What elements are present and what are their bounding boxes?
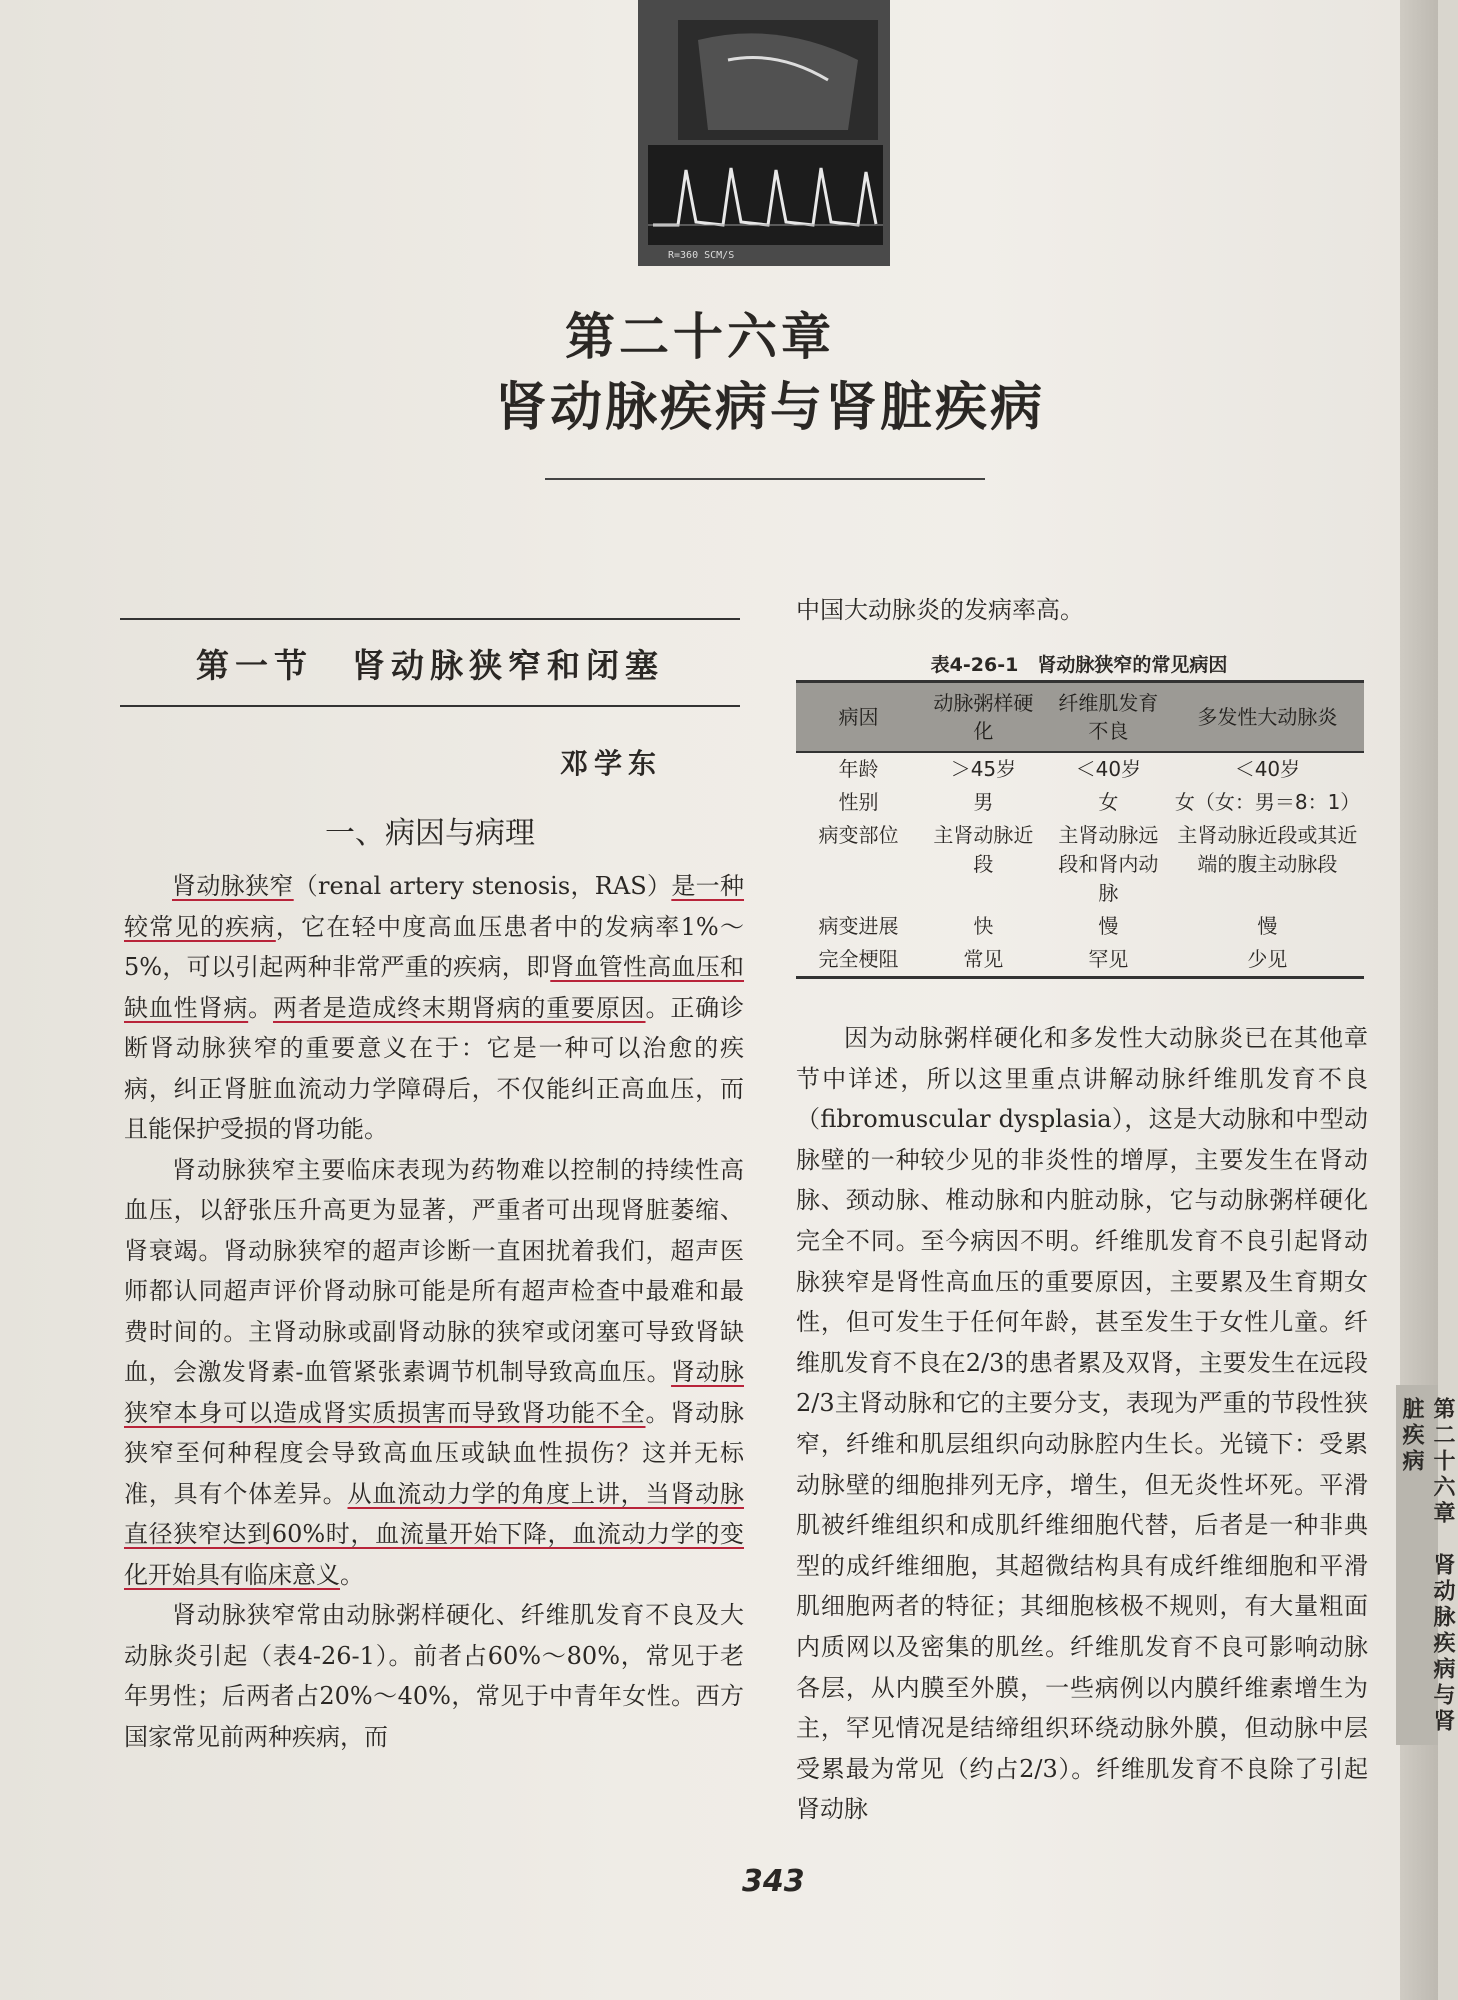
table-cell: 完全梗阻	[796, 943, 921, 978]
table-row	[796, 910, 1364, 943]
table-cell: 病变进展	[818, 914, 899, 938]
table-cell: 年龄	[838, 757, 879, 781]
paragraph-3: 肾动脉狭窄常由动脉粥样硬化、纤维肌发育不良及大动脉炎引起（表4-26-1）。前者占60%～80%，常见于老年男性；后两者占20%～40%，常见于中青年女性。西方国家常见前两种疾病，而	[124, 1601, 744, 1751]
table-cell: 常见	[921, 943, 1046, 978]
table-cell: 少见	[1171, 943, 1364, 978]
ultrasound-doppler-image	[638, 0, 890, 266]
chapter-divider	[545, 478, 985, 480]
chapter-number: 第二十六章	[565, 308, 835, 366]
chapter-title: 肾动脉疾病与肾脏疾病	[494, 378, 1045, 438]
page-number: 343	[742, 1864, 805, 1899]
text-span: 。	[340, 1560, 364, 1589]
chapter-thumb-tab	[1396, 1385, 1455, 1745]
text-span: 。肾动脉狭窄至何种程度会导致高血压或缺血性损伤？这并无标准，具有个体差异。	[124, 1398, 744, 1508]
table-cell: 男	[973, 790, 994, 814]
table-cell: 女	[1098, 790, 1119, 814]
table-row	[796, 943, 1364, 978]
right-column	[796, 1018, 1368, 1830]
highlighted-text: 是一种较常见的疾病	[124, 872, 745, 941]
left-column	[124, 866, 744, 1757]
paragraph-2	[124, 1150, 744, 1596]
paragraph-fibromuscular: 因为动脉粥样硬化和多发性大动脉炎已在其他章节中详述，所以这里重点讲解动脉纤维肌发育不良（fibromuscular dysplasia），这是大动脉和中型动脉壁的一种较少见的非炎性的增厚，主要发生在肾动脉、颈动脉、椎动脉和内脏动脉，它与动脉粥样硬化完全不同。至今病因不明。纤维肌发育不良引起肾动脉狭窄是肾性高血压的重要原因，主要累及生育期女性，但可发生于任何年龄，甚至发生于女性儿童。纤维肌发育不良在2/3的患者累及双肾，主要发生在远段2/3主肾动脉和它的主要分支，表现为严重的节段性狭窄，纤维和肌层组织向动脉腔内生长。光镜下：受累动脉壁的细胞排列无序，增生，但无炎性坏死。平滑肌被纤维组织和成肌纤维细胞代替，后者是一种非典型的成纤维细胞，其超微结构具有成纤维细胞和平滑肌细胞两者的特征；其细胞核极不规则，有大量粗面内质网以及密集的肌丝。纤维肌发育不良可影响动脉各层，从内膜至外膜，一些病例以内膜纤维素增生为主，罕见情况是结缔组织环绕动脉外膜，但动脉中层受累最为常见（约占2/3）。纤维肌发育不良除了引起肾动脉	[796, 1024, 1368, 1824]
table-cell: 性别	[838, 790, 879, 814]
table-cell: 主肾动脉远段和肾内动脉	[1058, 823, 1159, 905]
table-cell: 女（女：男＝8：1）	[1174, 790, 1361, 814]
right-column-continuation: 中国大动脉炎的发病率高。	[796, 596, 1084, 624]
text-span: 肾动脉狭窄主要临床表现为药物难以控制的持续性高血压，以舒张压升高更为显著，严重者可出现肾脏萎缩、肾衰竭。肾动脉狭窄的超声诊断一直困扰着我们，超声医师都认同超声评价肾动脉可能是所有超声检查中最难和最费时间的。主肾动脉或副肾动脉的狭窄或闭塞可导致肾缺血，会激发肾素-血管紧张素调节机制导致高血压。	[124, 1155, 744, 1386]
table-row	[796, 752, 1364, 786]
doppler-spectrum-graphic	[638, 0, 890, 266]
table-header-cell: 纤维肌发育不良	[1046, 682, 1171, 753]
subheading: 一、病因与病理	[325, 816, 535, 851]
table-cell: 慢	[1098, 914, 1119, 938]
table-header-cell: 病因	[796, 682, 921, 753]
table-cell: ＜40岁	[1234, 757, 1301, 781]
table-cell: ＜40岁	[1075, 757, 1142, 781]
text-span: （renal artery stenosis，RAS）	[293, 872, 672, 900]
table-header-cell: 动脉粥样硬化	[921, 682, 1046, 753]
table-row	[796, 819, 1364, 910]
table-header-row	[796, 682, 1364, 753]
table-cell: 主肾动脉近段	[933, 823, 1034, 876]
table-cell: 主肾动脉近段或其近端的腹主动脉段	[1177, 823, 1358, 876]
table-cell: 快	[973, 914, 994, 938]
text-span: 。正确诊断肾动脉狭窄的重要意义在于：它是一种可以治愈的疾病，纠正肾脏血流动力学障碍后，不仅能纠正高血压，而且能保护受损的肾功能。	[124, 993, 745, 1143]
text-span: 。	[248, 993, 274, 1022]
table-cell: 病变部位	[818, 823, 899, 847]
highlighted-text: 两者是造成终末期肾病的重要原因	[273, 993, 646, 1022]
causes-table	[796, 680, 1364, 979]
thumb-tab-label: 第二十六章 肾动脉疾病与肾脏疾病	[1399, 1397, 1455, 1735]
highlighted-text: 肾动脉狭窄本身可以造成肾实质损害而导致肾功能不全	[124, 1358, 744, 1427]
table-cell: ＞45岁	[950, 757, 1017, 781]
section-rule-bottom	[120, 705, 740, 707]
table-cell: 慢	[1257, 914, 1278, 938]
highlighted-text: 肾动脉狭窄	[172, 872, 294, 900]
table-caption: 表4-26-1 肾动脉狭窄的常见病因	[930, 654, 1228, 676]
highlighted-text: 肾血管性高血压和缺血性肾病	[124, 953, 745, 1022]
table-header-cell: 多发性大动脉炎	[1171, 682, 1364, 753]
ultrasound-caption: R=360 SCM/S	[668, 250, 735, 261]
highlighted-text: 从血流动力学的角度上讲，当肾动脉直径狭窄达到60%时，血流量开始下降，血流动力学的变化开始具有临床意义	[124, 1479, 744, 1589]
table-row	[796, 786, 1364, 819]
author-name: 邓学东	[560, 747, 663, 780]
section-title: 第一节 肾动脉狭窄和闭塞	[196, 646, 664, 685]
paragraph-1	[124, 866, 744, 1150]
section-rule-top	[120, 618, 740, 620]
table-cell: 罕见	[1046, 943, 1171, 978]
text-span: ，它在轻中度高血压患者中的发病率1%～5%，可以引起两种非常严重的疾病，即	[124, 912, 745, 981]
